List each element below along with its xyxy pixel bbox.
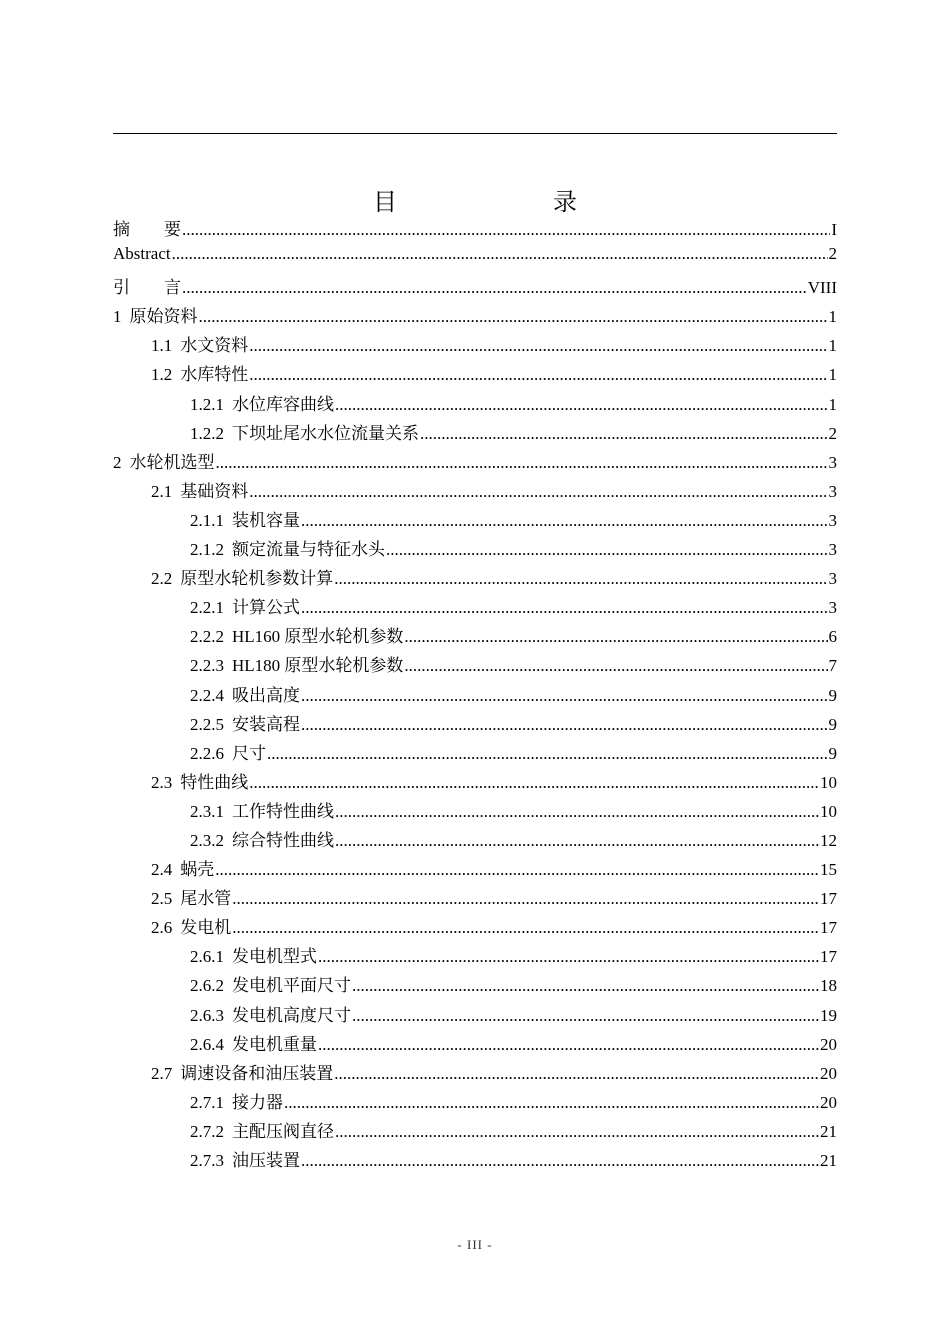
toc-entry-number: 2.7.3	[190, 1151, 224, 1170]
toc-entry-number: 2.4	[151, 860, 173, 880]
toc-leader-dots	[284, 1093, 819, 1113]
toc-entry[interactable]	[113, 535, 837, 564]
toc-leader-dots	[249, 365, 827, 385]
toc-entry-page: 1	[828, 307, 837, 327]
toc-entry[interactable]	[113, 710, 837, 739]
toc-list	[113, 215, 837, 1175]
toc-entry[interactable]	[113, 564, 837, 593]
toc-entry-number: 2.2.1	[190, 598, 224, 618]
toc-entry-title: 水位库容曲线	[232, 394, 334, 414]
toc-entry-page: 10	[820, 772, 837, 792]
toc-leader-dots	[404, 656, 827, 676]
header-rule	[113, 133, 837, 134]
toc-entry-number: 2.3	[151, 772, 173, 792]
toc-entry[interactable]	[113, 971, 837, 1000]
toc-leader-dots	[249, 482, 827, 502]
toc-entry-title: 尺寸	[232, 743, 266, 763]
toc-entry-title: 调速设备和油压装置	[180, 1063, 334, 1083]
toc-leader-dots	[267, 744, 828, 764]
toc-entry-page: 2	[828, 244, 837, 264]
toc-leader-dots	[301, 686, 828, 706]
toc-entry-number: 2.1.1	[190, 510, 224, 530]
toc-entry-title: 油压装置	[232, 1151, 300, 1170]
toc-entry-page: 9	[828, 714, 837, 734]
toc-leader-dots	[335, 1122, 819, 1142]
toc-entry[interactable]	[113, 273, 837, 302]
toc-entry-number: 2.6.3	[190, 1005, 224, 1025]
toc-entry-page: 17	[820, 889, 837, 909]
toc-entry-number: 1.2	[151, 365, 173, 385]
toc-entry-number: 2.2	[151, 569, 173, 589]
toc-entry[interactable]	[113, 593, 837, 622]
toc-leader-dots	[334, 1064, 819, 1084]
toc-entry-number: 2.7.2	[190, 1121, 224, 1141]
toc-entry-title: Abstract	[113, 244, 171, 264]
toc-leader-dots	[352, 976, 819, 996]
toc-entry-page: 1	[828, 394, 837, 414]
toc-entry-title: HL160 原型水轮机参数	[232, 627, 404, 647]
toc-entry[interactable]	[113, 768, 837, 797]
toc-leader-dots	[352, 1006, 819, 1026]
toc-entry-number: 2.2.4	[190, 685, 224, 705]
toc-entry-number: 2.7.1	[190, 1092, 224, 1112]
toc-entry[interactable]	[113, 681, 837, 710]
toc-entry-title: 吸出高度	[232, 685, 300, 705]
toc-entry-title: 发电机重量	[232, 1034, 317, 1054]
toc-entry-page: 17	[820, 947, 837, 967]
toc-entry-title: 水库特性	[180, 365, 249, 385]
toc-entry-number: 2.6.4	[190, 1034, 224, 1054]
toc-entry[interactable]	[113, 419, 837, 448]
toc-entry-page: 3	[828, 510, 837, 530]
toc-leader-dots	[199, 307, 828, 327]
toc-entry-number: 2	[113, 452, 122, 472]
toc-entry[interactable]	[113, 360, 837, 389]
toc-leader-dots	[301, 1151, 819, 1171]
toc-entry[interactable]	[113, 1146, 837, 1175]
toc-entry-title: 原型水轮机参数计算	[180, 569, 334, 589]
toc-entry[interactable]	[113, 622, 837, 651]
toc-entry-page: 21	[820, 1121, 837, 1141]
toc-entry-title: 综合特性曲线	[232, 830, 334, 850]
toc-entry-page: 15	[820, 860, 837, 880]
toc-entry-title: 装机容量	[232, 510, 300, 530]
toc-entry-page: 1	[828, 365, 837, 385]
toc-entry-title: 基础资料	[180, 481, 249, 501]
toc-entry-page: 12	[820, 830, 837, 850]
toc-entry[interactable]	[113, 244, 837, 273]
toc-entry[interactable]	[113, 826, 837, 855]
toc-entry-number: 2.2.6	[190, 743, 224, 763]
toc-entry-page: 20	[820, 1034, 837, 1054]
toc-leader-dots	[182, 278, 807, 298]
toc-entry-page: 6	[828, 627, 837, 647]
toc-leader-dots	[335, 802, 819, 822]
toc-entry-number: 2.2.3	[190, 656, 224, 676]
toc-entry[interactable]	[113, 477, 837, 506]
toc-entry[interactable]	[113, 390, 837, 419]
toc-leader-dots	[172, 244, 828, 264]
toc-leader-dots	[301, 715, 828, 735]
toc-entry-title: 水文资料	[180, 336, 249, 356]
toc-entry[interactable]	[113, 215, 837, 244]
toc-entry-number: 2.5	[151, 889, 173, 909]
toc-entry-page: 18	[820, 976, 837, 996]
toc-entry-title: 原始资料	[129, 307, 198, 327]
toc-leader-dots	[301, 511, 828, 531]
toc-entry-title: 发电机平面尺寸	[232, 976, 351, 996]
page-number-footer: - III -	[457, 1237, 493, 1252]
toc-entry-title: 特性曲线	[180, 772, 249, 792]
toc-entry-number: 2.3.1	[190, 801, 224, 821]
toc-leader-dots	[334, 569, 827, 589]
toc-leader-dots	[335, 831, 819, 851]
toc-entry-page: 10	[820, 801, 837, 821]
toc-entry-page: 2	[828, 423, 837, 443]
toc-entry-page: 9	[828, 685, 837, 705]
toc-entry-number: 2.3.2	[190, 830, 224, 850]
toc-entry[interactable]	[113, 651, 837, 680]
toc-entry-title: 发电机型式	[232, 947, 317, 967]
toc-leader-dots	[335, 395, 828, 415]
toc-entry[interactable]	[113, 1030, 837, 1059]
toc-entry-number: 2.6	[151, 918, 173, 938]
toc-entry-number: 1.2.2	[190, 423, 224, 443]
toc-entry-title: HL180 原型水轮机参数	[232, 656, 404, 676]
toc-entry[interactable]	[113, 448, 837, 477]
toc-entry-number: 1.1	[151, 336, 173, 356]
toc-entry[interactable]	[113, 506, 837, 535]
toc-entry[interactable]	[113, 942, 837, 971]
toc-entry-page: 19	[820, 1005, 837, 1025]
toc-entry[interactable]	[113, 1117, 837, 1146]
toc-entry-number: 2.1	[151, 481, 173, 501]
toc-leader-dots	[420, 424, 828, 444]
toc-entry-page: 20	[820, 1063, 837, 1083]
toc-entry-title: 水轮机选型	[129, 452, 215, 472]
toc-leader-dots	[249, 336, 827, 356]
toc-entry-title: 下坝址尾水水位流量关系	[232, 423, 419, 443]
toc-entry[interactable]	[113, 1059, 837, 1088]
toc-entry-page: 3	[828, 481, 837, 501]
toc-entry-page: 21	[820, 1151, 837, 1170]
toc-entry-title: 主配压阀直径	[232, 1121, 334, 1141]
toc-leader-dots	[232, 918, 819, 938]
toc-entry-title: 工作特性曲线	[232, 801, 334, 821]
toc-entry-page: 17	[820, 918, 837, 938]
toc-entry-title: 发电机高度尺寸	[232, 1005, 351, 1025]
toc-entry-number: 1	[113, 307, 122, 327]
toc-entry[interactable]	[113, 1088, 837, 1117]
toc-entry-title: 尾水管	[180, 889, 232, 909]
toc-entry-page: 3	[828, 598, 837, 618]
toc-entry-page: 20	[820, 1092, 837, 1112]
toc-entry[interactable]	[113, 913, 837, 942]
toc-entry-title: 摘 要	[113, 220, 181, 239]
toc-entry-title: 蜗壳	[180, 860, 215, 880]
toc-entry-number: 2.1.2	[190, 540, 224, 560]
toc-leader-dots	[216, 453, 828, 473]
toc-entry-page: I	[831, 220, 837, 239]
toc-entry-number: 1.2.1	[190, 394, 224, 414]
toc-entry[interactable]	[113, 1001, 837, 1030]
toc-entry-number: 2.7	[151, 1063, 173, 1083]
toc-leader-dots	[404, 627, 827, 647]
toc-entry-title: 引 言	[113, 278, 181, 298]
toc-entry[interactable]	[113, 302, 837, 331]
toc-title: 目 录	[373, 188, 613, 216]
toc-entry-title: 安装高程	[232, 714, 300, 734]
toc-leader-dots	[386, 540, 828, 560]
toc-entry-page: 9	[828, 743, 837, 763]
toc-entry-title: 接力器	[232, 1092, 283, 1112]
toc-entry[interactable]	[113, 331, 837, 360]
toc-entry[interactable]	[113, 855, 837, 884]
toc-leader-dots	[301, 598, 828, 618]
toc-entry[interactable]	[113, 797, 837, 826]
toc-entry-page: VIII	[807, 278, 837, 298]
toc-entry-page: 3	[828, 569, 837, 589]
toc-leader-dots	[318, 1035, 819, 1055]
toc-entry-number: 2.2.5	[190, 714, 224, 734]
toc-entry-page: 3	[828, 452, 837, 472]
toc-entry-number: 2.6.1	[190, 947, 224, 967]
toc-leader-dots	[232, 889, 819, 909]
toc-entry-title: 额定流量与特征水头	[232, 540, 385, 560]
toc-leader-dots	[182, 220, 830, 240]
toc-entry-page: 3	[828, 540, 837, 560]
toc-entry-number: 2.6.2	[190, 976, 224, 996]
toc-entry-number: 2.2.2	[190, 627, 224, 647]
toc-entry-title: 发电机	[180, 918, 232, 938]
toc-entry-title: 计算公式	[232, 598, 300, 618]
toc-leader-dots	[249, 773, 819, 793]
toc-entry[interactable]	[113, 739, 837, 768]
toc-entry[interactable]	[113, 884, 837, 913]
toc-entry-page: 7	[828, 656, 837, 676]
toc-leader-dots	[215, 860, 819, 880]
toc-entry-page: 1	[828, 336, 837, 356]
toc-leader-dots	[318, 947, 819, 967]
